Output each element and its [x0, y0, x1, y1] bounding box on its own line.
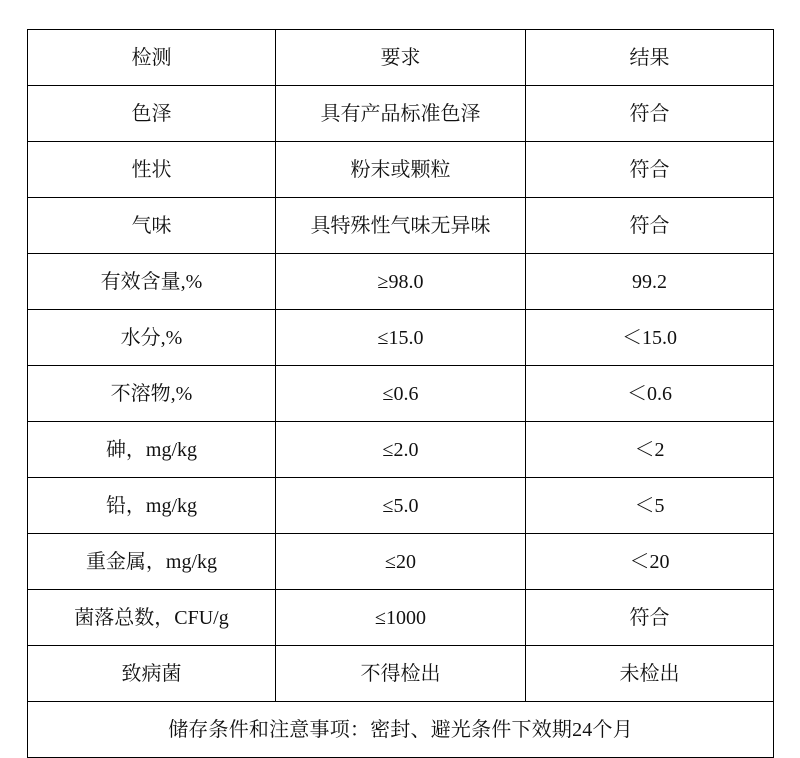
column-header-requirement-label: 要求 [380, 46, 421, 69]
column-header-item [28, 30, 276, 86]
cell-requirement: ≤2.0 [276, 422, 526, 478]
cell-requirement: ≤5.0 [276, 478, 526, 534]
cell-item: 有效含量,% [28, 254, 276, 310]
cell-item: 不溶物,% [28, 366, 276, 422]
cell-result: 未检出 [526, 646, 774, 702]
cell-result: 符合 [526, 590, 774, 646]
storage-note-text: 储存条件和注意事项：密封、避光条件下效期24个月 [168, 718, 633, 741]
cell-item: 铅，mg/kg [28, 478, 276, 534]
cell-result: ＜5 [526, 478, 774, 534]
table-row [28, 534, 774, 590]
table-row [28, 198, 774, 254]
column-header-requirement [276, 30, 526, 86]
cell-item: 致病菌 [28, 646, 276, 702]
table-row [28, 366, 774, 422]
table-row [28, 422, 774, 478]
cell-requirement: 粉末或颗粒 [276, 142, 526, 198]
cell-item: 水分,% [28, 310, 276, 366]
table-row [28, 590, 774, 646]
cell-result: 符合 [526, 198, 774, 254]
cell-result: 99.2 [526, 254, 774, 310]
cell-item: 色泽 [28, 86, 276, 142]
cell-requirement: ≥98.0 [276, 254, 526, 310]
cell-requirement: ≤0.6 [276, 366, 526, 422]
table-row [28, 142, 774, 198]
cell-item: 菌落总数，CFU/g [28, 590, 276, 646]
cell-requirement: ≤20 [276, 534, 526, 590]
cell-requirement: 具有产品标准色泽 [276, 86, 526, 142]
table-footer-row [28, 702, 774, 758]
cell-item: 重金属，mg/kg [28, 534, 276, 590]
storage-note-cell [28, 702, 774, 758]
cell-item: 性状 [28, 142, 276, 198]
cell-result: 符合 [526, 86, 774, 142]
cell-item: 气味 [28, 198, 276, 254]
column-header-result-label: 结果 [629, 46, 670, 69]
table-row [28, 310, 774, 366]
cell-result: ＜15.0 [526, 310, 774, 366]
cell-result: ＜20 [526, 534, 774, 590]
cell-requirement: 具特殊性气味无异味 [276, 198, 526, 254]
cell-requirement: ≤15.0 [276, 310, 526, 366]
spec-table-container [27, 29, 773, 758]
cell-requirement: 不得检出 [276, 646, 526, 702]
table-header-row [28, 30, 774, 86]
cell-result: 符合 [526, 142, 774, 198]
table-row [28, 478, 774, 534]
column-header-result [526, 30, 774, 86]
table-row [28, 646, 774, 702]
cell-requirement: ≤1000 [276, 590, 526, 646]
table-row [28, 86, 774, 142]
cell-result: ＜2 [526, 422, 774, 478]
column-header-item-label: 检测 [131, 46, 172, 69]
table-row [28, 254, 774, 310]
cell-result: ＜0.6 [526, 366, 774, 422]
cell-item: 砷，mg/kg [28, 422, 276, 478]
specification-table [27, 29, 774, 758]
